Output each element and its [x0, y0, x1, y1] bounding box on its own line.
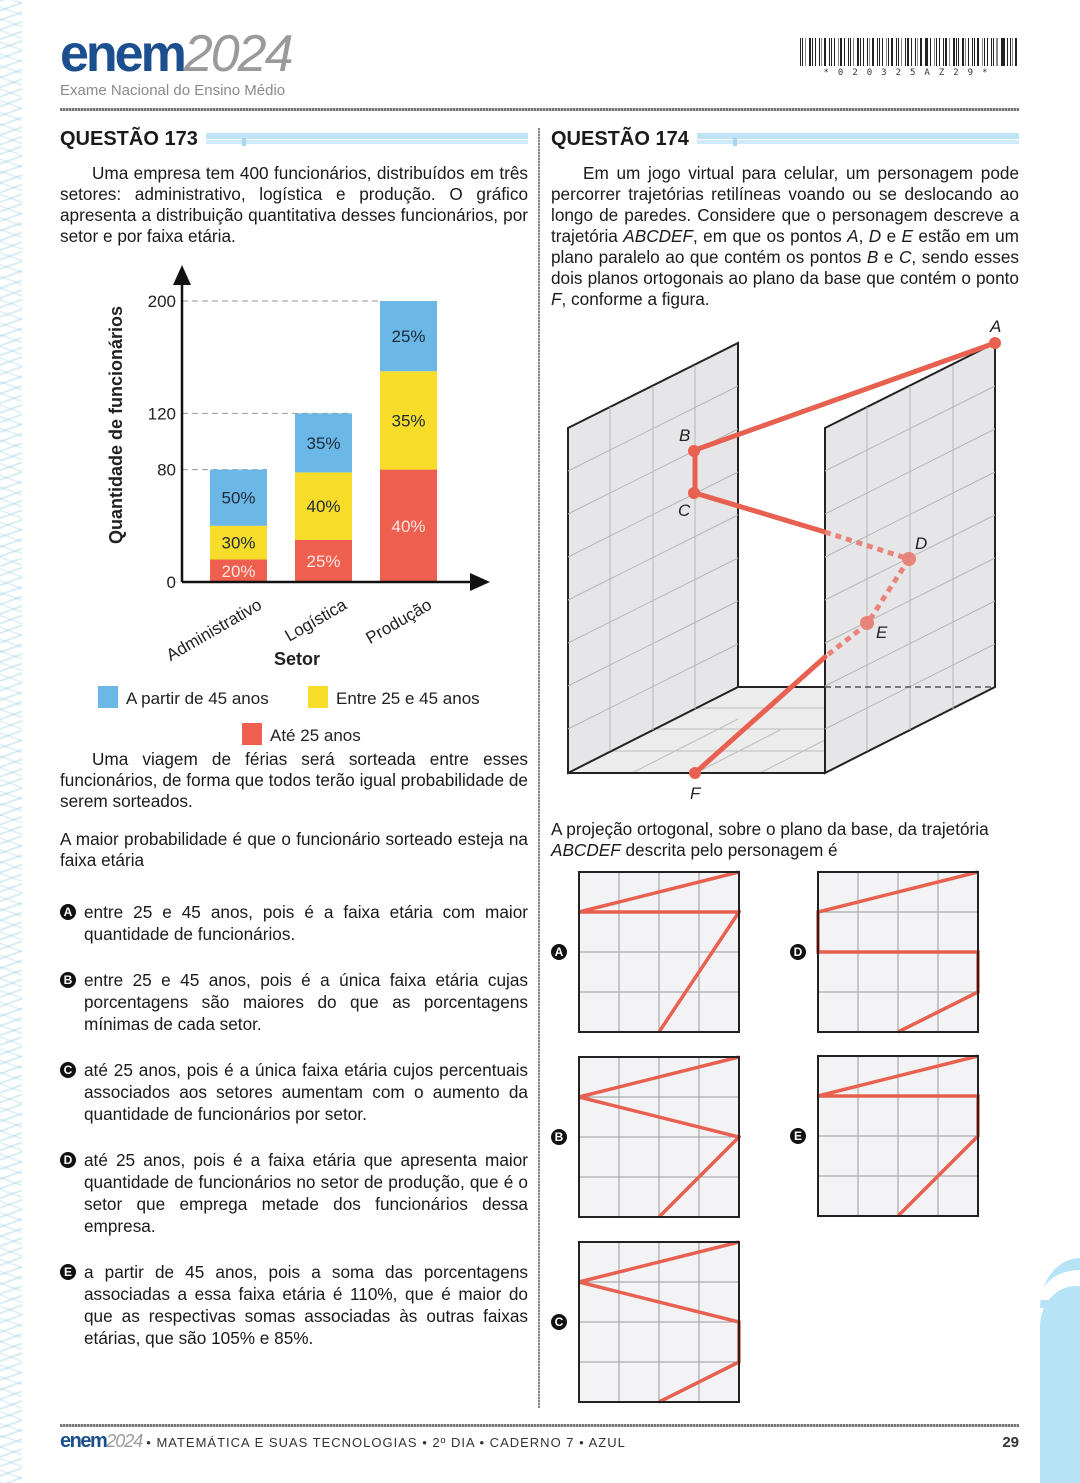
question-paragraph-2: Uma viagem de férias será sorteada entre esses funcionários, de forma que todos terão igual probabilidade de serem sorteados. [60, 749, 528, 811]
stacked-bar-chart [60, 255, 528, 755]
barcode-bars [800, 38, 1020, 66]
footer-divider [60, 1424, 1019, 1427]
option-letter-a-icon: A [60, 904, 76, 920]
option-letter-a-icon: A [551, 944, 567, 960]
footer-text: • MATEMÁTICA E SUAS TECNOLOGIAS • 2º DIA • CADERNO 7 • AZUL [146, 1435, 626, 1450]
chart-svg [60, 255, 528, 755]
option-letter-c-icon: C [60, 1062, 76, 1078]
page-footer: enem 2024 • MATEMÁTICA E SUAS TECNOLOGIAS • 2º DIA • CADERNO 7 • AZUL 29 [60, 1430, 1019, 1452]
decorative-left-border [0, 0, 22, 1483]
svg-text:40%: 40% [391, 516, 426, 536]
enem-logo: enem2024 [60, 25, 292, 83]
svg-text:200: 200 [147, 292, 176, 311]
svg-text:Entre 25 e 45 anos: Entre 25 e 45 anos [336, 689, 480, 708]
svg-text:120: 120 [147, 404, 176, 424]
svg-text:Administrativo: Administrativo [163, 595, 265, 665]
option-e[interactable]: E a partir de 45 anos, pois a soma das porcentagens associadas a essa faixa etária é 110%, que é maior do que as respectivas somas associadas às outras faixas etárias, que são 105% e 85%. [60, 1261, 528, 1349]
option-c[interactable]: C até 25 anos, pois é a única faixa etária cujos percentuais associados aos setores aumentam com o aumento da quantidade de funcionários por setor. [60, 1059, 528, 1125]
svg-text:Logística: Logística [281, 595, 350, 646]
logo-subtitle: Exame Nacional do Ensino Médio [60, 82, 286, 99]
svg-text:80: 80 [157, 460, 176, 480]
question-173 [60, 125, 528, 1349]
projection-grid [577, 870, 741, 1034]
projection-grid [577, 1055, 741, 1219]
page-number: 29 [1002, 1434, 1019, 1451]
option-b[interactable]: B entre 25 e 45 anos, pois é a única faixa etária cujas porcentagens são maiores do que as porcentagens mínimas de cada setor. [60, 969, 528, 1035]
option-letter-d-icon: D [790, 944, 806, 960]
projection-option-b[interactable] [551, 1055, 741, 1220]
projection-option-c[interactable] [551, 1240, 741, 1405]
point-label-d: D [915, 534, 928, 553]
option-a[interactable]: A entre 25 e 45 anos, pois é a faixa etária com maior quantidade de funcionários. [60, 901, 528, 945]
projection-option-a[interactable] [551, 870, 741, 1035]
option-letter-e-icon: E [790, 1128, 806, 1144]
option-letter-c-icon: C [551, 1314, 567, 1330]
question-title: QUESTÃO 173 [60, 127, 198, 150]
svg-text:0: 0 [166, 573, 176, 592]
svg-text:30%: 30% [221, 533, 256, 553]
svg-text:Quantidade de funcionários: Quantidade de funcionários [106, 305, 126, 545]
point-label-b: B [679, 426, 691, 445]
option-letter-e-icon: E [60, 1264, 76, 1280]
page-header [60, 25, 292, 99]
svg-text:Setor: Setor [273, 649, 321, 669]
svg-text:35%: 35% [306, 433, 341, 453]
question-intro: Em um jogo virtual para celular, um personagem pode percorrer trajetórias retilíneas voando ou se deslocando ao longo de paredes. Considere que o personagem descreve a trajetória ABCDEF, em que os pontos A, D e E estão em um plano paralelo ao que contém os pontos B e C, sendo esses dois planos ortogonais ao plano da base que contém o ponto F, conforme a figura. [551, 163, 1019, 309]
point-label-c: C [678, 501, 691, 520]
svg-text:35%: 35% [391, 411, 426, 431]
question-174 [551, 125, 1019, 310]
projection-option-e[interactable] [790, 1054, 980, 1219]
barcode [800, 38, 1020, 78]
svg-text:Até 25 anos: Até 25 anos [270, 726, 361, 745]
title-decor-bar [206, 132, 528, 146]
projection-grid [816, 870, 980, 1034]
projection-option-d[interactable] [790, 870, 980, 1035]
question-header [60, 125, 528, 153]
option-letter-b-icon: B [60, 972, 76, 988]
decorative-right-tab [1040, 1258, 1080, 1483]
point-label-a: A [990, 317, 1002, 336]
option-letter-d-icon: D [60, 1152, 76, 1168]
option-letter-b-icon: B [551, 1129, 567, 1145]
option-d[interactable]: D até 25 anos, pois é a faixa etária que apresenta maior quantidade de funcionários no setor de produção, que é o setor que emprega metade dos funcionários dessa empresa. [60, 1149, 528, 1237]
question-header [551, 125, 1019, 153]
svg-text:25%: 25% [391, 327, 426, 347]
projection-prompt: A projeção ortogonal, sobre o plano da base, da trajetória ABCDEF descrita pelo personagem é [551, 819, 989, 860]
point-label-e: E [876, 623, 888, 642]
projection-grid [577, 1240, 741, 1404]
svg-text:50%: 50% [221, 488, 256, 508]
svg-text:20%: 20% [221, 561, 256, 581]
svg-text:Produção: Produção [362, 595, 435, 648]
header-divider [60, 108, 1019, 111]
projection-grid [816, 1054, 980, 1218]
column-divider [538, 128, 540, 1408]
point-label-f: F [690, 784, 701, 803]
svg-text:40%: 40% [306, 497, 341, 517]
question-prompt: A maior probabilidade é que o funcionário sorteado esteja na faixa etária [60, 829, 528, 870]
options-list [60, 901, 528, 1349]
question-intro: Uma empresa tem 400 funcionários, distribuídos em três setores: administrativo, logística e produção. O gráfico apresenta a distribuição quantitativa desses funcionários, por setor e por faixa etária. [60, 163, 528, 246]
title-decor-bar [697, 132, 1019, 146]
barcode-text: *020325AZ29* [823, 68, 997, 78]
trajectory-3d-figure [550, 310, 1020, 810]
svg-text:25%: 25% [306, 551, 341, 571]
svg-text:A partir de 45 anos: A partir de 45 anos [126, 689, 269, 708]
question-title: QUESTÃO 174 [551, 127, 689, 150]
